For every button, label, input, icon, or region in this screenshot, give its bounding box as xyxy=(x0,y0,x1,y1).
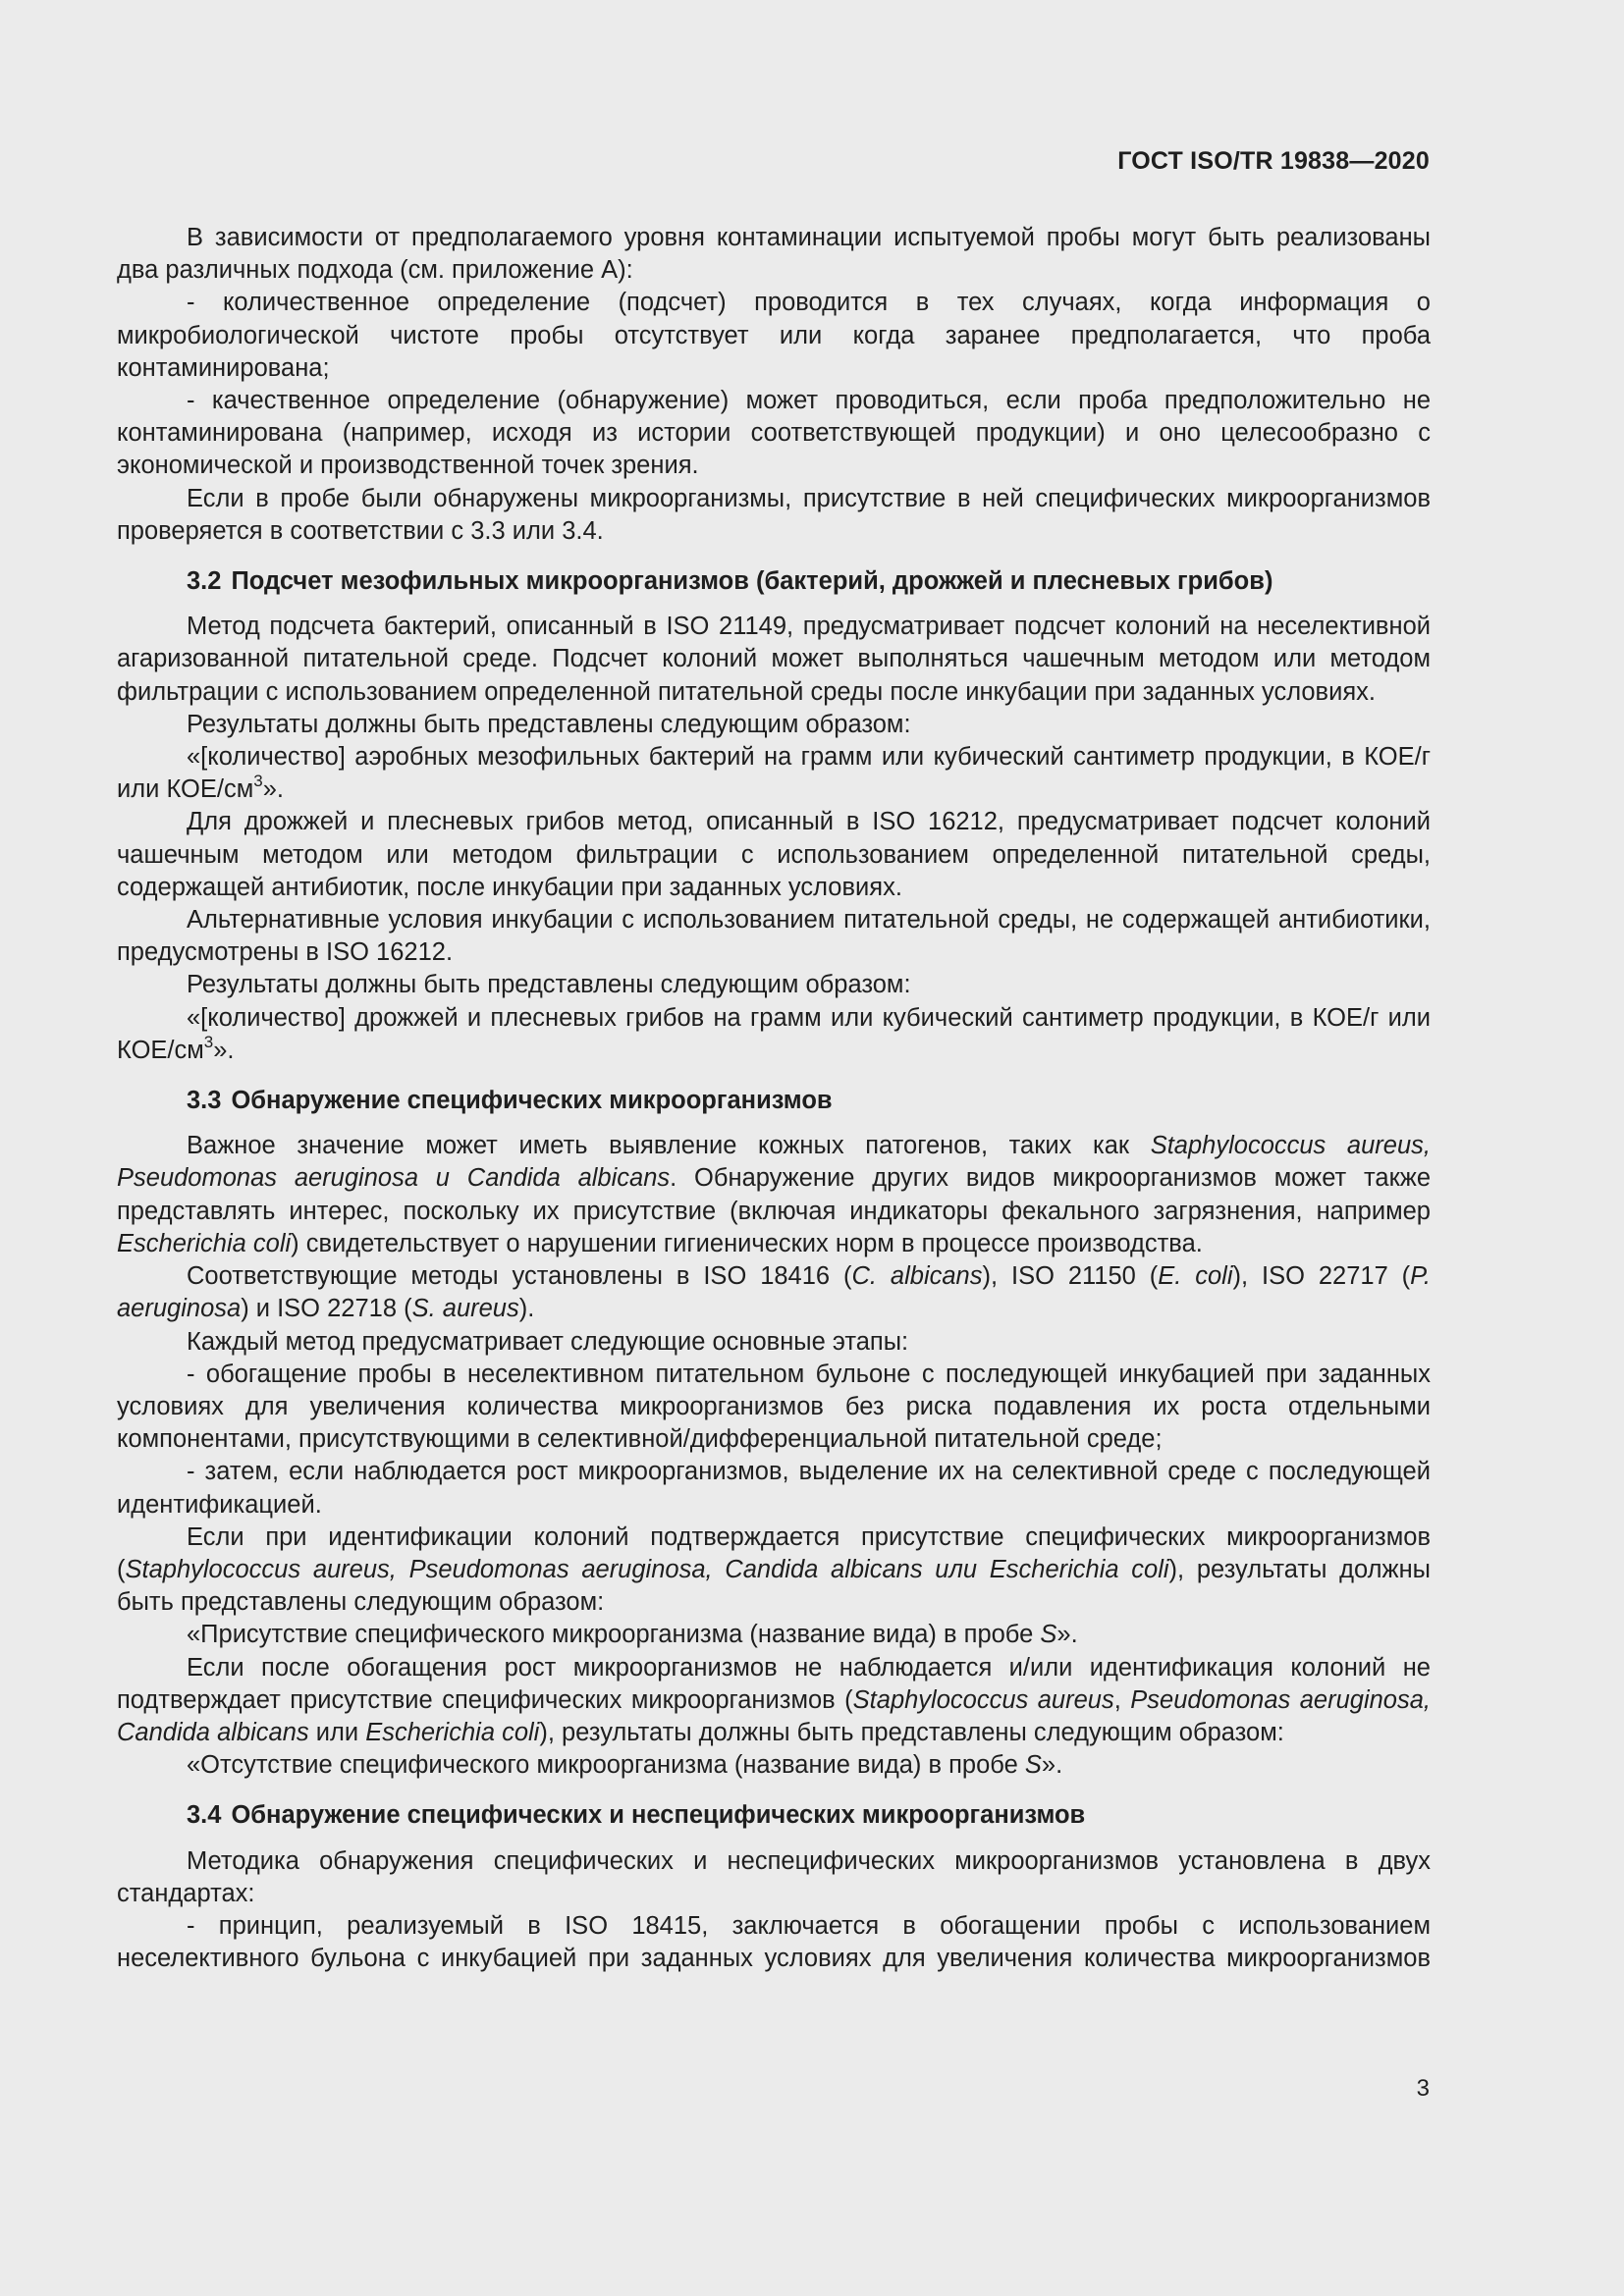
section-heading-3-4 xyxy=(117,1799,1431,1832)
italic-species: Pseudomonas aeruginosa, Candida albicans xyxy=(117,1685,1432,1746)
text-run: или xyxy=(308,1718,366,1746)
paragraph: Для дрожжей и плесневых грибов метод, описанный в ISO 16212, предусматривает подсчет колоний чашечным методом или методом фильтрации с использованием определенной питательной среды, содержащей антибиотик, после инкубации при заданных условиях. xyxy=(117,808,1431,901)
text-run: ), результаты должны быть представлены следующим образом: xyxy=(117,1555,1431,1617)
paragraph: Результаты должны быть представлены следующим образом: xyxy=(187,971,911,999)
paragraph xyxy=(117,1619,1431,1651)
text-run: ), ISO 22717 ( xyxy=(1232,1262,1411,1291)
paragraph xyxy=(117,741,1431,806)
section-heading-3-3 xyxy=(117,1085,1431,1117)
text-run: Если при идентификации колоний подтверждается присутствие специфических микроорганизмов ( xyxy=(117,1522,1431,1583)
italic-species: Escherichia coli xyxy=(117,1229,292,1257)
text-run: , xyxy=(1113,1685,1131,1714)
text-run: ». xyxy=(213,1036,235,1064)
text-run: Соответствующие методы установлены в ISO 18416 ( xyxy=(187,1262,852,1291)
italic-species: P. aeruginosa xyxy=(117,1262,1431,1323)
italic-species: Staphylococcus aureus, Pseudomonas aeruginosa, Candida albicans или Escherichia coli xyxy=(125,1555,1169,1583)
italic-species: S. aureus xyxy=(411,1295,519,1323)
text-run: «Присутствие специфического микроорганизма (название вида) в пробе xyxy=(187,1621,1041,1649)
paragraph: Методика обнаружения специфических и неспецифических микроорганизмов установлена в двух стандартах: xyxy=(117,1846,1431,1907)
section-title: Обнаружение специфических микроорганизмов xyxy=(231,1087,833,1115)
paragraph: Если в пробе были обнаружены микроорганизмы, присутствие в ней специфических микроорганизмов проверяется в соответствии с 3.3 или 3.4. xyxy=(117,484,1431,545)
superscript: 3 xyxy=(253,772,263,791)
list-item: - затем, если наблюдается рост микроорганизмов, выделение их на селективной среде с последующей идентификацией. xyxy=(117,1458,1431,1519)
text-run: ), ISO 21150 ( xyxy=(982,1262,1159,1291)
italic-sample-symbol: S xyxy=(1024,1751,1042,1780)
paragraph xyxy=(117,1260,1431,1325)
paragraph xyxy=(117,1652,1431,1750)
paragraph xyxy=(117,1522,1431,1620)
text-run: ) свидетельствует о нарушении гигиенических норм в процессе производства. xyxy=(291,1229,1203,1257)
list-item: - обогащение пробы в неселективном питательном бульоне с последующей инкубацией при заданных условиях для увеличения количества микроорганизмов без риска подавления их роста отдельными компонентами, присутствующими в селективной/дифференциальной питательной среде; xyxy=(117,1360,1431,1454)
italic-species: C. albicans xyxy=(851,1262,983,1291)
page-number: 3 xyxy=(1416,2075,1430,2102)
text-run: «[количество] дрожжей и плесневых грибов на грамм или кубический сантиметр продукции, в КОЕ/г или КОЕ/см xyxy=(117,1003,1431,1064)
text-run: «Отсутствие специфического микроорганизма (название вида) в пробе xyxy=(187,1751,1025,1780)
paragraph: Метод подсчета бактерий, описанный в ISO 21149, предусматривает подсчет колоний на неселективной агаризованной питательной среде. Подсчет колоний может выполняться чашечным методом или методом фильтрации с использованием определенной питательной среды после инкубации при заданных условиях. xyxy=(117,613,1431,706)
paragraph: Результаты должны быть представлены следующим образом: xyxy=(187,710,911,738)
section-number: 3.2 xyxy=(187,567,222,596)
text-run: . Обнаружение других видов микроорганизмов может также представлять интерес, поскольку их присутствие (включая индикаторы фекального загрязнения, например xyxy=(117,1164,1431,1225)
section-title: Подсчет мезофильных микроорганизмов (бактерий, дрожжей и плесневых грибов) xyxy=(231,567,1273,596)
italic-sample-symbol: S xyxy=(1040,1621,1057,1649)
italic-species: Escherichia coli xyxy=(365,1718,540,1746)
list-item: - качественное определение (обнаружение) может проводиться, если проба предположительно не контаминирована (например, исходя из истории соответствующей продукции) и оно целесообразно с экономической и производственной точек зрения. xyxy=(117,387,1431,480)
paragraph: Каждый метод предусматривает следующие основные этапы: xyxy=(187,1327,909,1356)
section-title: Обнаружение специфических и неспецифических микроорганизмов xyxy=(231,1801,1086,1830)
document-code-header: ГОСТ ISO/TR 19838—2020 xyxy=(1117,147,1430,175)
paragraph xyxy=(117,1130,1431,1260)
paragraph xyxy=(117,1002,1431,1067)
italic-species: Staphylococcus aureus xyxy=(852,1685,1114,1714)
section-number: 3.4 xyxy=(187,1801,222,1830)
text-run: ». xyxy=(262,775,284,804)
text-run: ). xyxy=(518,1295,535,1323)
section-heading-3-2 xyxy=(117,565,1431,598)
paragraph xyxy=(117,1749,1431,1782)
text-run: «[количество] аэробных мезофильных бактерий на грамм или кубический сантиметр продукции, в КОЕ/г или КОЕ/см xyxy=(117,743,1431,804)
italic-species: E. coli xyxy=(1158,1262,1233,1291)
superscript: 3 xyxy=(203,1032,214,1051)
text-run: ), результаты должны быть представлены следующим образом: xyxy=(539,1718,1284,1746)
document-body xyxy=(117,222,1431,1975)
text-run: Если после обогащения рост микроорганизмов не наблюдается и/или идентификация колоний не подтверждает присутствие специфических микроорганизмов ( xyxy=(117,1653,1431,1714)
list-item: - принцип, реализуемый в ISO 18415, заключается в обогащении пробы с использованием неселективного бульона с инкубацией при заданных условиях для увеличения количества микроорганизмов xyxy=(117,1911,1431,1973)
section-number: 3.3 xyxy=(187,1087,222,1115)
italic-species: Staphylococcus aureus, Pseudomonas aeruginosa и Candida albicans xyxy=(117,1132,1431,1193)
paragraph: В зависимости от предполагаемого уровня контаминации испытуемой пробы могут быть реализованы два различных подхода (см. приложение А): xyxy=(117,224,1431,285)
list-item: - количественное определение (подсчет) проводится в тех случаях, когда информация о микробиологической чистоте пробы отсутствует или когда заранее предполагается, что проба контаминирована; xyxy=(117,289,1431,382)
text-run: ». xyxy=(1056,1621,1078,1649)
text-run: ) и ISO 22718 ( xyxy=(241,1295,412,1323)
text-run: ». xyxy=(1041,1751,1063,1780)
text-run: Важное значение может иметь выявление кожных патогенов, таких как xyxy=(187,1132,1151,1160)
paragraph: Альтернативные условия инкубации с использованием питательной среды, не содержащей антибиотики, предусмотрены в ISO 16212. xyxy=(117,906,1431,967)
